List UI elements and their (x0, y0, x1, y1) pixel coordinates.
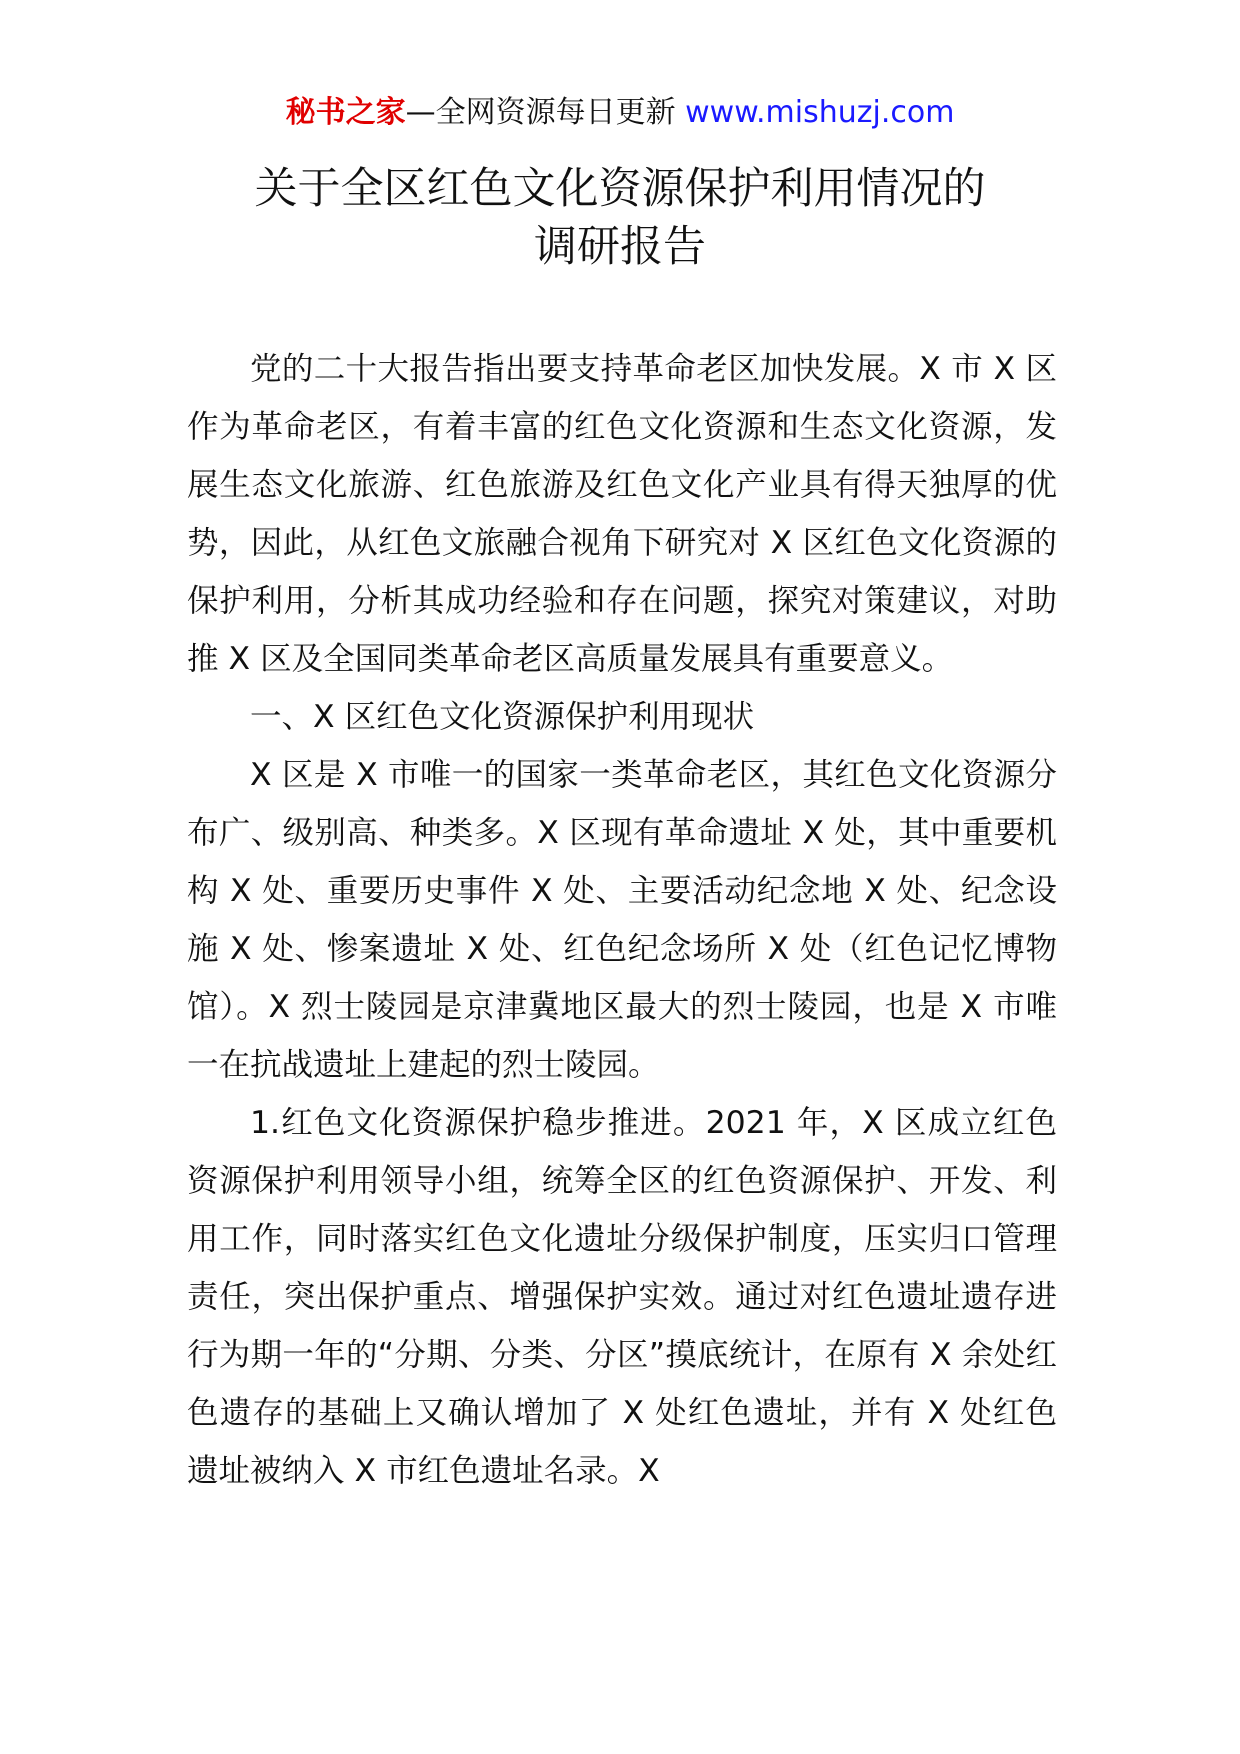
body-paragraph: 1.红色文化资源保护稳步推进。2021 年，X 区成立红色资源保护利用领导小组，统筹全区的红色资源保护、开发、利用工作，同时落实红色文化遗址分级保护制度，压实归口管理责任，突出保护重点、增强保护实效。通过对红色遗址遗存进行为期一年的“分期、分类、分区”摸底统计，在原有 X 余处红色遗存的基础上又确认增加了 X 处红色遗址，并有 X 处红色遗址被纳入 X 市红色遗址名录。X (187, 1105, 1057, 1489)
section-heading: 一、X 区红色文化资源保护利用现状 (250, 699, 755, 735)
header-tagline: —全网资源每日更新 (405, 95, 686, 130)
title-line-2: 调研报告 (534, 222, 706, 272)
body-paragraph: X 区是 X 市唯一的国家一类革命老区，其红色文化资源分布广、级别高、种类多。X 区现有革命遗址 X 处，其中重要机构 X 处、重要历史事件 X 处、主要活动纪念地 X 处、纪念设施 X 处、惨案遗址 X 处、红色纪念场所 X 处（红色记忆博物馆）。X 烈士陵园是京津冀地区最大的烈士陵园，也是 X 市唯一在抗战遗址上建起的烈士陵园。 (187, 757, 1057, 1083)
intro-paragraph: 党的二十大报告指出要支持革命老区加快发展。X 市 X 区作为革命老区，有着丰富的红色文化资源和生态文化资源，发展生态文化旅游、红色旅游及红色文化产业具有得天独厚的优势，因此，从红色文旅融合视角下研究对 X 区红色文化资源的保护利用，分析其成功经验和存在问题，探究对策建议，对助推 X 区及全国同类革命老区高质量发展具有重要意义。 (187, 351, 1057, 677)
brand-name: 秘书之家 (285, 95, 406, 130)
document-body (187, 340, 1057, 1500)
document-title (0, 160, 1240, 276)
site-header (0, 93, 1240, 133)
title-line-1: 关于全区红色文化资源保护利用情况的 (254, 164, 986, 214)
site-url[interactable]: www.mishuzj.com (685, 95, 955, 130)
